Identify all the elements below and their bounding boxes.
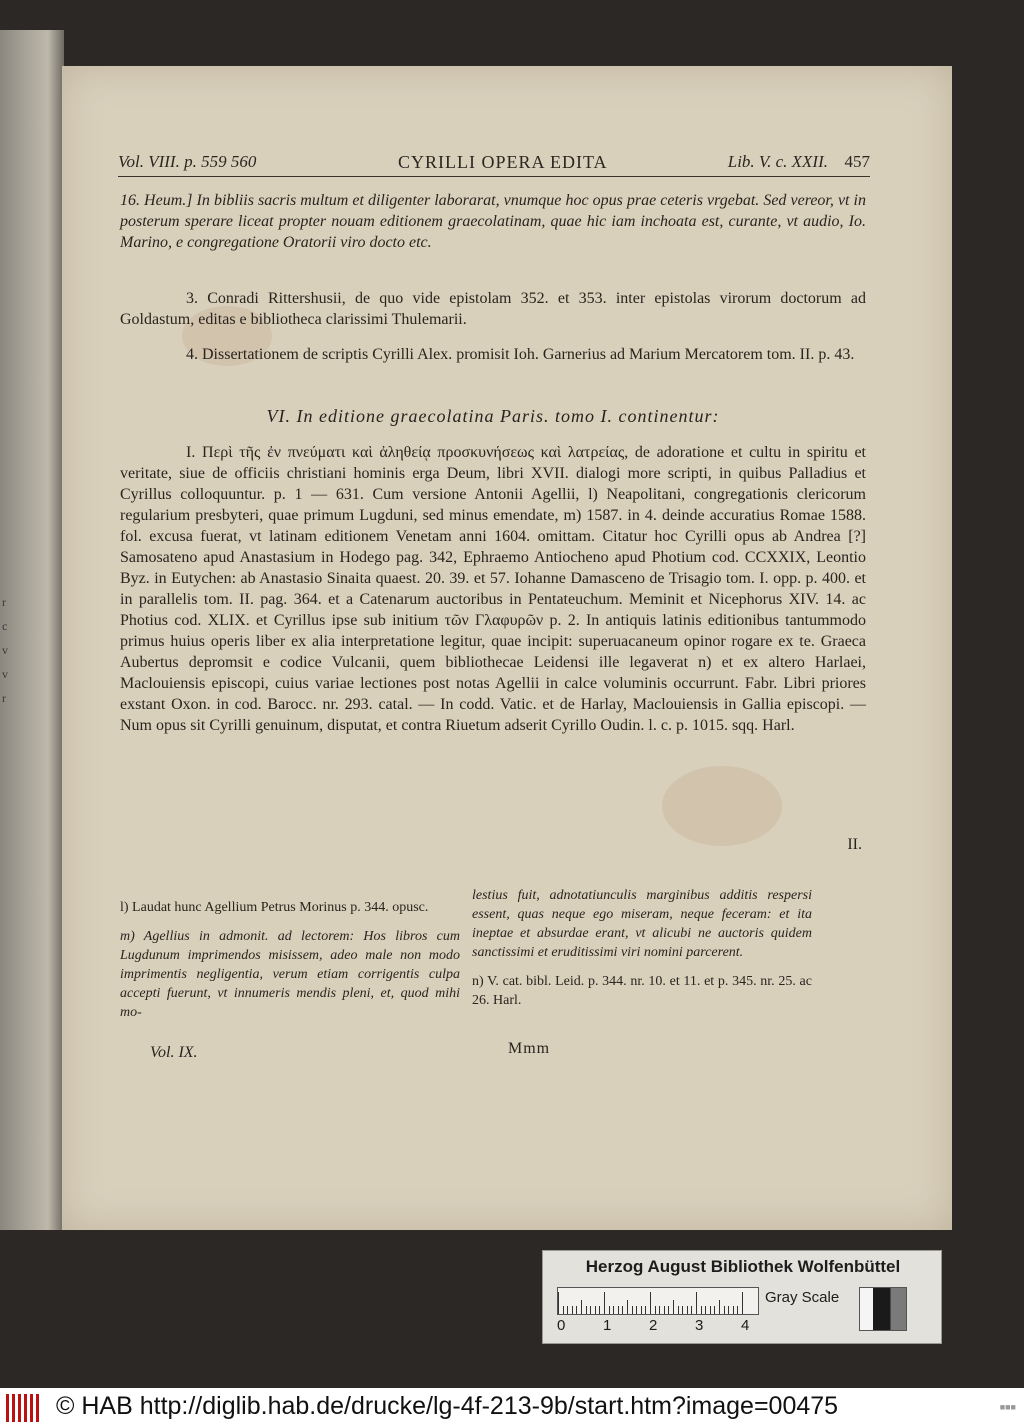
ruler-tick <box>710 1306 711 1314</box>
ruler-tick <box>627 1300 628 1314</box>
footer-copyright-url: © HAB http://diglib.hab.de/drucke/lg-4f-213-9b/start.htm?image=00475 <box>56 1392 839 1420</box>
volume-signature: Vol. IX. <box>150 1044 198 1061</box>
header-rule <box>118 176 870 177</box>
footnotes-right-column <box>472 886 812 1020</box>
paragraph-text: 4. Dissertationem de scriptis Cyrilli Alex. promisit Ioh. Garnerius ad Marium Mercatorem tom. II. p. 43. <box>186 346 855 363</box>
ruler-tick <box>737 1306 738 1314</box>
paragraph-text: 3. Conradi Rittershusii, de quo vide epistolam 352. et 353. inter epistolas virorum doctorum ad Goldastum, editas e bibliotheca clarissimi Thulemarii. <box>120 290 866 328</box>
ruler-tick <box>691 1306 692 1314</box>
ruler-tick <box>558 1292 559 1314</box>
ruler-number: 4 <box>741 1317 750 1334</box>
ruler-number: 3 <box>695 1317 704 1334</box>
ruler-tick <box>668 1306 669 1314</box>
gray-scale-swatch <box>859 1287 907 1331</box>
ruler-tick <box>673 1300 674 1314</box>
ruler-tick <box>678 1306 679 1314</box>
ruler-tick <box>728 1306 729 1314</box>
ruler-tick <box>664 1306 665 1314</box>
ruler-tick <box>682 1306 683 1314</box>
ruler-tick <box>618 1306 619 1314</box>
ruler-tick <box>595 1306 596 1314</box>
paragraph-main <box>120 442 866 736</box>
ruler-tick <box>590 1306 591 1314</box>
footnote-n: n) V. cat. bibl. Leid. p. 344. nr. 10. et 11. et p. 345. nr. 25. ac 26. Harl. <box>472 974 812 1008</box>
footnote-m-continued: lestius fuit, adnotatiunculis marginibus additis respersi essent, quas neque ego miseram, neque feceram: et ita ineptae et absurdae erant, vt alicubi ne auctoris quidem sanctissimi et eruditissimi viri nomini parcerent. <box>472 888 812 960</box>
measurement-ruler <box>557 1287 759 1315</box>
ruler-tick <box>742 1292 743 1314</box>
section-marker: II. <box>847 836 862 853</box>
ruler-tick <box>696 1292 697 1314</box>
scanned-page <box>62 66 952 1230</box>
page-stain <box>662 766 782 846</box>
ruler-tick <box>641 1306 642 1314</box>
ruler-tick <box>714 1306 715 1314</box>
adjacent-page-edge <box>0 30 64 1230</box>
gathering-signature: Mmm <box>508 1040 551 1057</box>
ruler-tick <box>645 1306 646 1314</box>
adjacent-page-marks: r c v v r <box>2 595 8 705</box>
library-scale-card <box>542 1250 942 1344</box>
paragraph-text: 16. Heum.] In bibliis sacris multum et diligenter laborarat, vnumque hoc opus prae ceteris vrgebat. Sed vereor, vt in posterum sperare liceat propter nouam editionem graecolatinam, quae hic iam inchoata est, curante, vt audio, Io. Marino, e congregatione Oratorii viro docto etc. <box>120 192 866 251</box>
running-head-volume-ref: Vol. VIII. p. 559 560 <box>118 152 257 171</box>
running-head <box>118 152 870 176</box>
gray-scale-label: Gray Scale <box>765 1289 840 1306</box>
paragraph-4 <box>120 344 866 365</box>
ruler-tick <box>719 1300 720 1314</box>
page-number: 457 <box>844 152 870 171</box>
ruler-tick <box>613 1306 614 1314</box>
ruler-tick <box>576 1306 577 1314</box>
footnote-m: m) Agellius in admonit. ad lectorem: Hos libros cum Lugdunum imprimendos misissem, adeo male non modo imprimentis negligentia, verum etiam corrigentis culpa accepti fuerunt, vt innumeris mendis pleni, et, quod mihi mo- <box>120 929 460 1020</box>
running-head-book-ref: Lib. V. c. XXII. <box>727 152 828 171</box>
ruler-tick <box>586 1306 587 1314</box>
ruler-tick <box>581 1300 582 1314</box>
footer-bar <box>0 1388 1024 1428</box>
ruler-number: 0 <box>557 1317 566 1334</box>
paragraph-text: I. Περὶ τῆς ἐν πνεύματι καὶ ἀληθείᾳ προσκυνήσεως καὶ λατρείας, de adoratione et cultu in spiritu et veritate, siue de officiis christiani hominis erga Deum, libri XVII. dialogi more scripti, in quibus Palladius et Cyrillus colloquuntur. p. 1 — 631. Cum versione Antonii Agellii, l) Neapolitani, congregationis clericorum regularium presbyteri, quae primum Lugduni, sed minus emendate, m) 1587. in 4. deinde accuratius Romae 1588. fol. excusa fuerat, vt latinam editionem Venetam anni 1604. omittam. Citatur hoc Cyrilli opus ab Andrea [?] Samosateno apud Anastasium in Hodego pag. 342, Ephraemo Antiocheno apud Photium cod. CCXXIX, Leontio Byz. in Eutychen: ab Anastasio Sinaita quaest. 20. 39. et 57. Iohanne Damasceno de Trisagio tom. I. opp. p. 400. et in parallelis tom. II. pag. 364. et a Catenarum auctoribus in Pentateuchum. Meminit et Nicephorus XIV. 14. ac Photius cod. XLIX. et Cyrillus ipse sub initium τῶν Γλαφυρῶν p. 2. In antiquis latinis editionibus tantummodo primus huius operis liber ex alia interpretatione legitur, quae incipit: superuacaneum opinor rogare ex te. Graeca Aubertus depromsit e codice Vulcanii, quem bibliothecae Leidensi ille legaverat n) et ex altero Harlaei, Maclouiensis episcopi, cuius variae lectiones post notas Agellii in calce voluminis occurrunt. Fabr. Libri priores exstant Oxon. in cod. Barocc. nr. 293. catal. — In codd. Vatic. et de Harlay, Maclouiensis in Gallia episcopi. — Num opus sit Cyrilli genuinum, disputat, et contra Riuetum adserit Cyrillo Oudin. l. c. p. 1015. sqq. Harl. <box>120 444 866 734</box>
ruler-tick <box>650 1292 651 1314</box>
footnotes-left-column <box>120 898 460 1032</box>
ruler-tick <box>655 1306 656 1314</box>
ruler-tick <box>701 1306 702 1314</box>
ruler-tick <box>636 1306 637 1314</box>
ruler-tick <box>567 1306 568 1314</box>
ruler-tick <box>604 1292 605 1314</box>
running-head-title: CYRILLI OPERA EDITA <box>398 152 608 172</box>
hab-logo-icon <box>6 1394 46 1422</box>
footer-dots: ■■■ <box>999 1402 1016 1412</box>
ruler-number: 2 <box>649 1317 658 1334</box>
paragraph-continuation <box>120 190 866 253</box>
library-name: Herzog August Bibliothek Wolfenbüttel <box>585 1257 901 1276</box>
ruler-tick <box>599 1306 600 1314</box>
ruler-numbers <box>557 1317 777 1337</box>
ruler-tick <box>724 1306 725 1314</box>
paragraph-3 <box>120 288 866 330</box>
ruler-tick <box>659 1306 660 1314</box>
ruler-tick <box>705 1306 706 1314</box>
ruler-tick <box>563 1306 564 1314</box>
ruler-tick <box>622 1306 623 1314</box>
ruler-tick <box>632 1306 633 1314</box>
ruler-tick <box>733 1306 734 1314</box>
section-heading: VI. In editione graecolatina Paris. tomo I. continentur: <box>266 406 720 426</box>
ruler-tick <box>687 1306 688 1314</box>
ruler-tick <box>572 1306 573 1314</box>
ruler-tick <box>609 1306 610 1314</box>
footnote-l: l) Laudat hunc Agellium Petrus Morinus p. 344. opusc. <box>120 900 429 915</box>
ruler-number: 1 <box>603 1317 612 1334</box>
